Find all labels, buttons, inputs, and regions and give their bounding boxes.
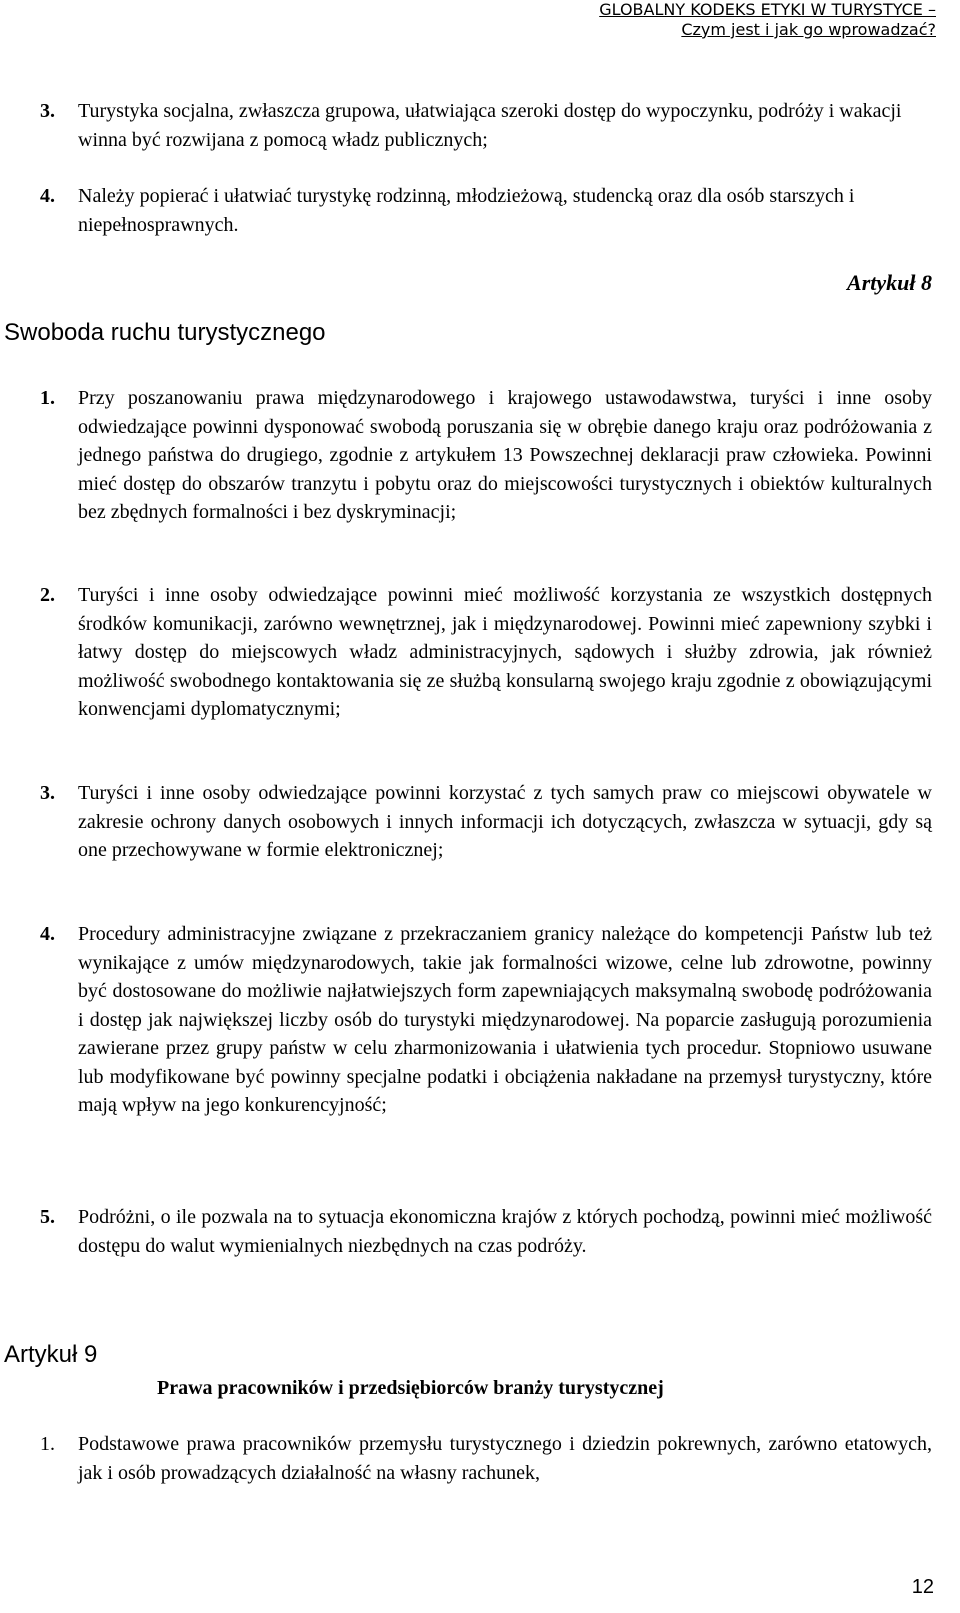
list-item	[40, 779, 932, 865]
list-item	[40, 97, 932, 154]
item-text: Należy popierać i ułatwiać turystykę rodzinną, młodzieżową, studencką oraz dla osób starszych i niepełnosprawnych.	[78, 185, 855, 236]
running-header-line-2[interactable]: Czym jest i jak go wprowadzać?	[681, 20, 936, 39]
list-item	[40, 1430, 932, 1487]
article-8-title: Swoboda ruchu turystycznego	[4, 319, 326, 346]
item-text: Przy poszanowaniu prawa międzynarodowego i krajowego ustawodawstwa, turyści i inne osoby odwiedzające powinni dysponować swobodą poruszania się w obrębie danego kraju oraz podróżowania z jednego państwa do drugiego, zgodnie z artykułem 13 Powszechnej deklaracji praw człowieka. Powinni mieć dostęp do obszarów tranzytu i pobytu oraz do miejscowości turystycznych i obiektów kulturalnych bez zbędnych formalności i bez dyskryminacji;	[78, 387, 932, 523]
item-text: Turyści i inne osoby odwiedzające powinni mieć możliwość korzystania ze wszystkich dostępnych środków komunikacji, zarówno wewnętrznej, jak i międzynarodowej. Powinni mieć zapewniony szybki i łatwy dostęp do miejscowych władz administracyjnych, sądowych i służby zdrowia, jak również możliwość swobodnego kontaktowania się ze służbą konsularną swojego kraju zgodnie z obowiązującymi konwencjami dyplomatycznymi;	[78, 584, 932, 720]
item-number: 2.	[40, 584, 55, 606]
item-number: 3.	[40, 100, 55, 122]
article-9-label: Artykuł 9	[4, 1341, 98, 1368]
running-header-line-1[interactable]: GLOBALNY KODEKS ETYKI W TURYSTYCE –	[599, 0, 936, 19]
running-header	[599, 0, 936, 40]
item-number: 3.	[40, 782, 55, 804]
list-item	[40, 581, 932, 724]
item-number: 4.	[40, 923, 55, 945]
item-text: Turystyka socjalna, zwłaszcza grupowa, ułatwiająca szeroki dostęp do wypoczynku, podróży i wakacji winna być rozwijana z pomocą władz publicznych;	[78, 100, 902, 151]
item-text: Podróżni, o ile pozwala na to sytuacja ekonomiczna krajów z których pochodzą, powinni mieć możliwość dostępu do walut wymienialnych niezbędnych na czas podróży.	[78, 1206, 932, 1257]
item-text: Turyści i inne osoby odwiedzające powinni korzystać z tych samych praw co miejscowi obywatele w zakresie ochrony danych osobowych i innych informacji ich dotyczących, zwłaszcza w sytuacji, gdy są one przechowywane w formie elektronicznej;	[78, 782, 932, 861]
article-8-label: Artykuł 8	[847, 270, 932, 295]
list-item	[40, 920, 932, 1120]
article-9-title: Prawa pracowników i przedsiębiorców branży turystycznej	[157, 1377, 664, 1399]
item-number: 1.	[40, 1433, 55, 1455]
item-text: Procedury administracyjne związane z przekraczaniem granicy należące do kompetencji Państw lub też wynikające z umów międzynarodowych, takie jak formalności wizowe, celne lub zdrowotne, powinny być dostosowane do możliwie najłatwiejszych form zapewniających maksymalną swobodę podróżowania i dostęp jak największej liczby osób do turystyki międzynarodowej. Na poparcie zasługują porozumienia zawierane przez grupy państw w celu zharmonizowania i ułatwienia tych procedur. Stopniowo usuwane lub modyfikowane być powinny specjalne podatki i obciążenia nakładane na przemysł turystyczny, które mają wpływ na jego konkurencyjność;	[78, 923, 932, 1116]
list-item	[40, 1203, 932, 1260]
item-text: Podstawowe prawa pracowników przemysłu turystycznego i dziedzin pokrewnych, zarówno etatowych, jak i osób prowadzących działalność na własny rachunek,	[78, 1433, 932, 1484]
item-number: 4.	[40, 185, 55, 207]
item-number: 1.	[40, 387, 55, 409]
list-item	[40, 182, 932, 239]
page-number: 12	[911, 1576, 934, 1598]
list-item	[40, 384, 932, 527]
item-number: 5.	[40, 1206, 55, 1228]
